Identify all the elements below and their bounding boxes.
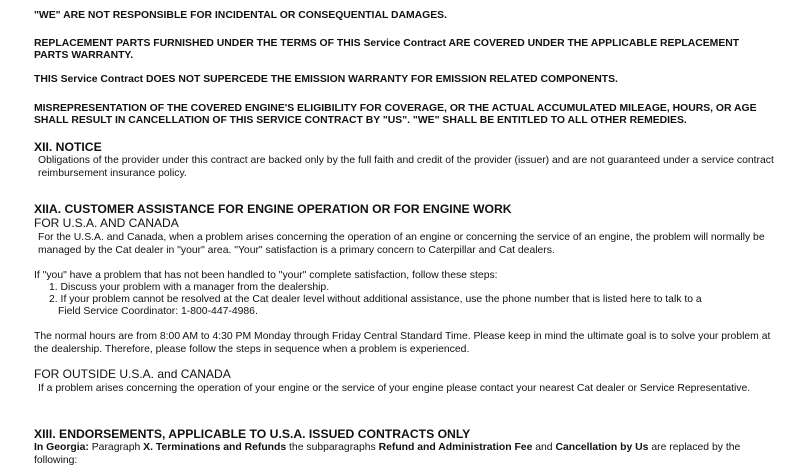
- service-hours: The normal hours are from 8:00 AM to 4:30 PM Monday through Friday Central Standard Time. Please keep in mind the ultimate goal is to solve your problem at the dealership. Therefore, please follow the steps in sequence when a problem is experienced.: [34, 331, 771, 355]
- georgia-text: and: [532, 442, 556, 453]
- usa-canada-body: For the U.S.A. and Canada, when a problem arises concerning the operation of an engine or concerning the service of an engine, the problem will normally be managed by the Cat dealer in "your" area. "Your" satisfaction is a primary concern to Caterpillar and Cat dealers.: [38, 232, 765, 256]
- georgia-text: Paragraph: [88, 442, 144, 453]
- georgia-term-refund: Refund and Administration Fee: [378, 442, 533, 453]
- georgia-term-terminations: X. Terminations and Refunds: [143, 442, 287, 453]
- clause-replacement-parts: [34, 38, 774, 61]
- steps-intro: If "you" have a problem that has not been handled to "your" complete satisfaction, follow these steps:: [34, 270, 498, 281]
- step-2: 2. If your problem cannot be resolved at the Cat dealer level without additional assistance, use the phone number that is listed here to talk to a: [49, 294, 702, 305]
- section-heading-notice: XII. NOTICE: [34, 140, 102, 154]
- step-1: 1. Discuss your problem with a manager from the dealership.: [49, 282, 330, 293]
- clause-text: ARE COVERED UNDER THE APPLICABLE REPLACEMENT PARTS WARRANTY.: [34, 38, 740, 61]
- georgia-text: the subparagraphs: [286, 442, 379, 453]
- service-contract-term: Service Contract: [60, 74, 144, 85]
- section-heading-endorsements: XIII. ENDORSEMENTS, APPLICABLE TO U.S.A. ISSUED CONTRACTS ONLY: [34, 427, 471, 441]
- clause-text: DOES NOT SUPERCEDE THE EMISSION WARRANTY FOR EMISSION RELATED COMPONENTS.: [143, 74, 618, 85]
- subheading-outside-usa: FOR OUTSIDE U.S.A. and CANADA: [34, 367, 231, 381]
- clause-text: REPLACEMENT PARTS FURNISHED UNDER THE TERMS OF THIS: [34, 38, 364, 49]
- outside-usa-body: If a problem arises concerning the operation of your engine or the service of your engine please contact your nearest Cat dealer or Service Representative.: [38, 383, 751, 394]
- clause-emission: [34, 74, 774, 86]
- clause-text: THIS: [34, 74, 61, 85]
- clause-misrepresentation: MISREPRESENTATION OF THE COVERED ENGINE'S ELIGIBILITY FOR COVERAGE, OR THE ACTUAL ACCUMULATED MILEAGE, HOURS, OR AGE SHALL RESULT IN CANCELLATION OF THIS SERVICE CONTRACT BY "US". "WE" SHALL BE ENTITLED TO ALL OTHER REMEDIES.: [34, 103, 757, 126]
- georgia-endorsement: [34, 442, 774, 467]
- notice-body: Obligations of the provider under this contract are backed only by the full faith and credit of the provider (issuer) and are not guaranteed under a service contract reimbursement insurance policy.: [38, 155, 774, 179]
- clause-not-responsible: "WE" ARE NOT RESPONSIBLE FOR INCIDENTAL OR CONSEQUENTIAL DAMAGES.: [34, 10, 447, 21]
- step-2-phone: Field Service Coordinator: 1-800-447-4986.: [58, 306, 258, 317]
- georgia-label: In Georgia:: [34, 442, 89, 453]
- section-heading-customer-assistance: XIIA. CUSTOMER ASSISTANCE FOR ENGINE OPERATION OR FOR ENGINE WORK: [34, 202, 512, 216]
- service-contract-term: Service Contract: [363, 38, 447, 49]
- georgia-term-cancellation: Cancellation by Us: [555, 442, 649, 453]
- subheading-usa-canada: FOR U.S.A. AND CANADA: [34, 216, 179, 230]
- georgia-text: are replaced by the following:: [34, 442, 741, 466]
